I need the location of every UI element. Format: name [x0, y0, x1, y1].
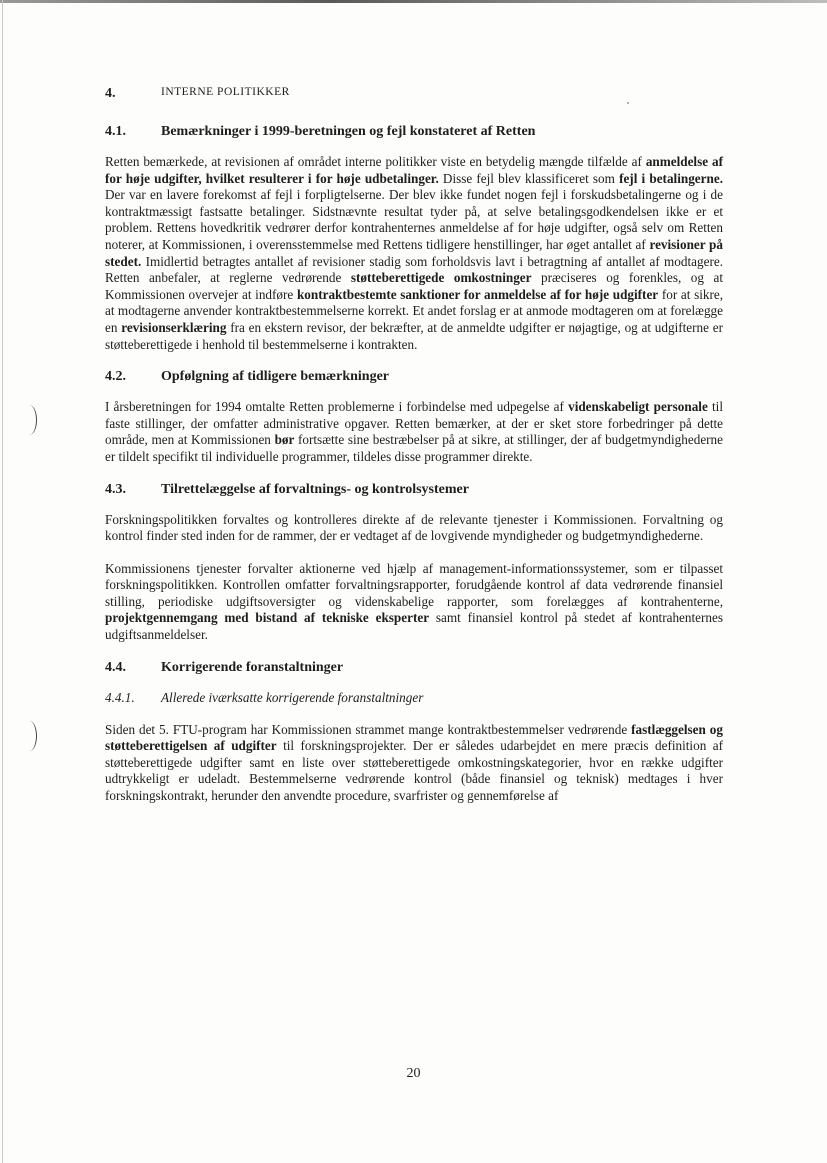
section-title: Opfølgning af tidligere bemærkninger	[161, 369, 390, 385]
punch-hole-mark	[22, 721, 37, 751]
emphasis-text: revisioner på stedet.	[105, 236, 723, 269]
emphasis-text: kontraktbestemte sanktioner for anmeldelse af for høje udgifter	[296, 286, 659, 302]
body-text: I årsberetningen for 1994 omtalte Retten problemerne i forbindelse med udpegelse af	[105, 399, 569, 415]
sections-container	[105, 124, 723, 805]
body-text: Retten bemærkede, at revisionen af området interne politikker viste en betydelig mængde tilfælde af	[105, 154, 646, 169]
scan-left-edge	[2, 0, 3, 1163]
body-text: fortsætte sine bestræbelser på at sikre, at stillinger, der af budgetmyndighederne er tildelt specifikt til individuelle programmer, tildeles disse programmer direkte.	[105, 432, 724, 464]
emphasis-text: anmeldelse af for høje udgifter, hvilket resulterer i for høje udbetalinger.	[105, 154, 723, 186]
body-text: til forskningsprojekter. Der er således udarbejdet en mere præcis definition af støtteberettigede udgifter samt en liste over støtteberettigede omkostningskategorier, hvor en række udgifter udtrykkeligt er udeladt. Bestemmelserne vedrørende kontrol (både finansiel og teknisk) medtages i hver forskningskontrakt, herunder den anvendte procedure, svarfrister og gennemførelse af	[105, 738, 723, 804]
subsection-heading	[105, 690, 723, 706]
emphasis-text: revisionserklæring	[121, 319, 227, 335]
section-number: 4.3.	[105, 481, 126, 497]
paragraph	[105, 399, 723, 465]
section-heading	[105, 482, 723, 498]
subsection-number: 4.4.1.	[105, 689, 135, 705]
paragraph	[105, 561, 723, 644]
body-text: Forskningspolitikken forvaltes og kontrolleres direkte af de relevante tjenester i Kommissionen. Forvaltning og kontrol finder sted inden for de rammer, der er vedtaget af de lovgivende myndigheder og budgetmyndighederne.	[105, 511, 723, 544]
body-text: for at sikre, at modtagerne anvender kontraktbestemmelserne korrekt. Et andet forslag er at anmode modtageren om at forelægge en	[105, 286, 723, 335]
section-title: Korrigerende foranstaltninger	[161, 659, 344, 675]
section-heading	[105, 660, 723, 676]
section-title: Bemærkninger i 1999-beretningen og fejl konstateret af Retten	[161, 124, 536, 139]
paragraph	[105, 722, 723, 805]
body-text: fra en ekstern revisor, der bekræfter, at de anmeldte udgifter er nøjagtige, og at udgifterne er støtteberettigede i henhold til bestemmelserne i kontrakten.	[105, 319, 723, 352]
emphasis-text: fejl i betalingerne.	[619, 170, 723, 186]
body-text: Der var en lavere forekomst af fejl i forpligtelserne. Der blev ikke fundet nogen fejl i forskudsbetalingerne og i de kontraktmæssigt fastsatte betalinger. Sidstnævnte resultat tyder på, at selve betalingsgodkendelsen ikke er et problem. Rettens hovedkritik vedrører derfor kontrahenternes anmeldelse af for høje udgifter, også selv om Retten noterer, at Kommissionen, i overensstemmelse med Rettens tidligere henstillinger, har øget antallet af	[105, 187, 723, 252]
paragraph	[105, 154, 723, 353]
section-number: 4.2.	[105, 369, 126, 385]
paragraph	[105, 512, 723, 545]
chapter-number: 4.	[105, 86, 116, 101]
body-text: præciseres og forenkles, og at Kommissionen overvejer at indføre	[105, 270, 724, 302]
body-text: Kommissionens tjenester forvalter aktionerne ved hjælp af management-informationssystemer, som er tilpasset forskningspolitikken. Kontrollen omfatter forvaltningsrapporter, forudgående kontrol af data vedrørende finansiel stilling, periodiske udgiftsoversigter og videnskabelige rapporter, som forelægges af kontrahenterne,	[105, 560, 723, 609]
emphasis-text: videnskabeligt personale	[568, 399, 708, 415]
chapter-heading	[105, 86, 723, 102]
emphasis-text: projektgennemgang med bistand af tekniske eksperter	[105, 610, 430, 626]
punch-hole-mark	[22, 405, 37, 435]
document-page	[105, 86, 723, 821]
body-text: Imidlertid betragtes antallet af revisioner stadig som forholdsvis lavt i betragtning af antallet af modtagere. Retten anbefaler, at reglerne vedrørende	[105, 253, 723, 286]
page-number: 20	[406, 1066, 421, 1081]
chapter-title: INTERNE POLITIKKER	[161, 86, 290, 98]
body-text: samt finansiel kontrol på stedet af kontrahenternes udgiftsanmeldelser.	[105, 610, 723, 643]
scan-top-edge	[0, 0, 827, 3]
body-text: Siden det 5. FTU-program har Kommissionen strammet mange kontraktbestemmelser vedrørende	[105, 721, 632, 737]
emphasis-text: fastlæggelsen og støtteberettigelsen af udgifter	[105, 721, 723, 754]
section-heading	[105, 369, 723, 385]
emphasis-text: bør	[274, 432, 295, 448]
subsection-title: Allerede iværksatte korrigerende foranstaltninger	[161, 689, 424, 705]
body-text: Disse fejl blev klassificeret som	[438, 170, 620, 186]
section-number: 4.4.	[105, 659, 126, 675]
emphasis-text: støtteberettigede omkostninger	[350, 270, 532, 286]
section-number: 4.1.	[105, 124, 126, 139]
section-title: Tilrettelæggelse af forvaltnings- og kontrolsystemer	[161, 481, 469, 497]
body-text: til faste stillinger, der omfatter administrative opgaver. Retten bemærker, at der er sket store forbedringer på dette område, men at Kommissionen	[105, 399, 723, 448]
section-heading	[105, 124, 723, 140]
